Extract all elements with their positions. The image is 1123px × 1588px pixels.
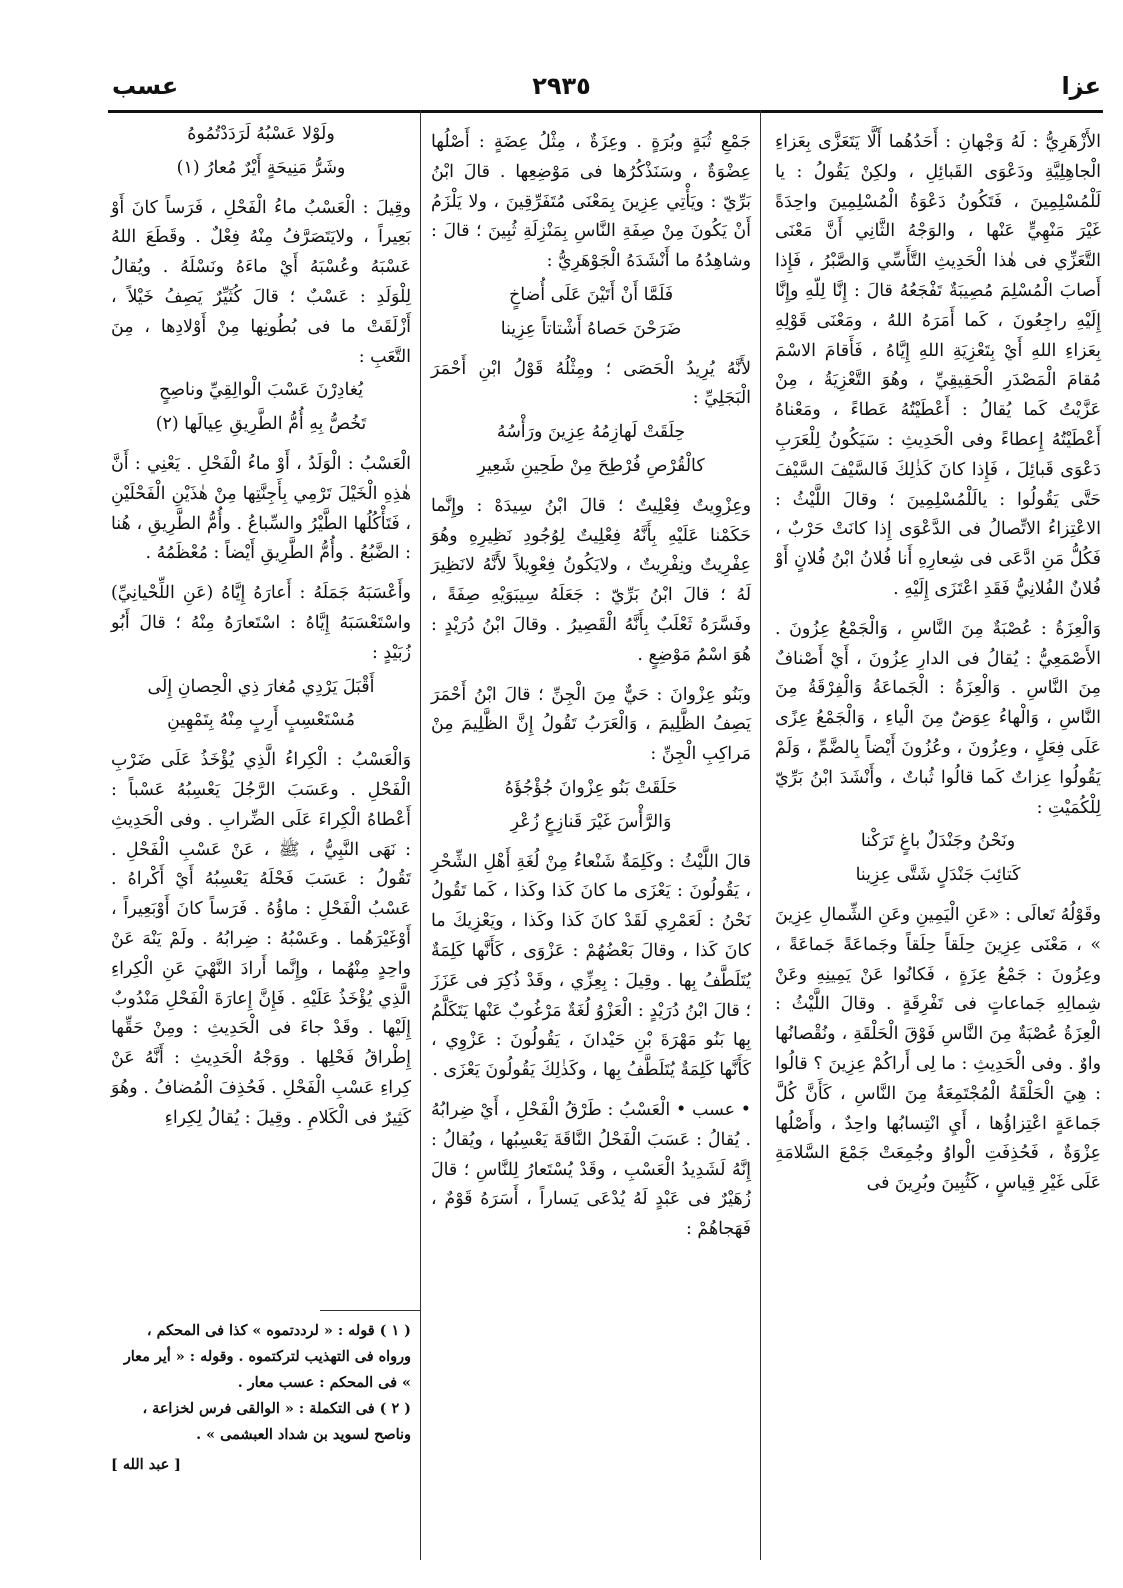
verse-line: ولَوْلا عَسْبُهُ لَرَدَدْتُمُوهُ xyxy=(187,124,335,144)
entry-paragraph: • عسب • الْعَسْبُ : طَرْقُ الْفَحْلِ ، أَيْ ضِرابُهُ . يُقالُ : عَسَبَ الْفَحْلُ النَّاقَةَ يَعْسِبُها ، ويُقالُ : إِنَّهُ لَشَدِيدُ الْعَسْبِ ، وقَدْ يُسْتَعارُ لِلنَّاسِ ؛ قالَ زُهَيْرٌ فى عَبْدٍ لَهُ يُدْعَى يَساراً ، أَسَرَهُ قَوْمٌ ، فَهَجاهُمْ : xyxy=(431,1099,751,1240)
page-number: ٢٩٣٥ xyxy=(532,72,591,100)
column-divider xyxy=(420,110,421,1560)
header-right-word: عزا xyxy=(1061,72,1101,100)
footnotes xyxy=(111,1318,411,1478)
column-divider xyxy=(760,110,761,1560)
entry-paragraph: وقِيلَ : الْعَسْبُ ماءُ الْفَحْلِ ، فَرَساً كانَ أَوْ بَعِيراً ، ولايَتَصَرَّفُ مِنْهُ فِعْلٌ . وقَطَعَ اللهُ عَسْبَهُ وعُسْبَهُ أَيْ ماءَهُ ونَسْلَهُ . ويُقالُ لِلْوَلَدِ : عَسْبٌ ؛ قالَ كُثَيِّرٌ يَصِفُ خَيْلاً ، أَزْلَقَتْ ما فى بُطُونِها مِنْ أَوْلادِها ، مِنَ التَّعَبِ : xyxy=(111,197,411,367)
entry-paragraph: وبَنُو عِزْوانَ : حَيٌّ مِنَ الْجِنِّ ؛ قالَ ابْنُ أَحْمَرَ يَصِفُ الظَّلِيمَ ، وَالْعَرَبُ تَقُولُ إِنَّ الظَّلِيمَ مِنْ مَراكِبِ الْجِنِّ : xyxy=(431,684,751,765)
entry-paragraph: وأَعْسَبَهُ جَمَلَهُ : أَعارَهُ إِيَّاهُ (عَنِ اللِّحْيانِيِّ) واسْتَعْسَبَهُ إِيَّاهُ : اسْتَعارَهُ مِنْهُ ؛ قالَ أَبُو زُبَيْدٍ : xyxy=(111,583,411,663)
header-left-word: عسب xyxy=(112,72,179,100)
entry-paragraph: وَالْعَسْبُ : الْكِراءُ الَّذِي يُؤْخَذُ عَلَى ضَرْبِ الْفَحْلِ . وعَسَبَ الرَّجُلَ يَعْسِبُهُ عَسْباً : أَعْطاهُ الْكِراءَ عَلَى الضِّرابِ . وفى الْحَدِيثِ : نَهَى النَّبِيُّ ، ﷺ ، عَنْ عَسْبِ الْفَحْلِ . تَقُولُ : عَسَبَ فَحْلَهُ يَعْسِبُهُ أَيْ أَكْراهُ . عَسْبُ الْفَحْلِ : ماؤُهُ . فَرَساً كانَ أَوْبَعِيراً ، أَوْغَيْرَهُما . وعَسْبُهُ : ضِرابُهُ . ولَمْ يَنْهَ عَنْ واحِدٍ مِنْهُما ، وإِنَّما أَرادَ النَّهْيَ عَنِ الْكِراءِ الَّذِي يُؤْخَذُ عَلَيْهِ . فَإِنَّ إِعارَةَ الْفَحْلِ مَنْدُوبٌ إِلَيْها . وقَدْ جاءَ فى الْحَدِيثِ : ومِنْ حَقِّها إِطْراقُ فَحْلِها . ووَجْهُ الْحَدِيثِ : أَنَّهُ عَنْ كِراءِ عَسْبِ الْفَحْلِ . فَحُذِفَ الْمُضافُ . وهُوَ كَثِيرٌ فى الْكَلامِ . وقِيلَ : يُقالُ لِكِراءِ xyxy=(111,750,411,1128)
verse-line: مُسْتَعْسِبٍ أَرِبٍ مِنْهُ بِتَمْهِينِ xyxy=(167,710,355,731)
column-right xyxy=(775,118,1101,1203)
entry-paragraph: لأَنَّهُ يُرِيدُ الْحَصَى ؛ ومِثْلُهُ قَوْلُ ابْنِ أَحْمَرَ الْبَجَلِيِّ : xyxy=(431,358,751,409)
verse-line: أَقْبَلَ يَرْدِي مُغارَ ذِي الْحِصانِ إِلَى xyxy=(147,676,375,697)
entry-paragraph: قالَ اللَّيْثُ : وكَلِمَةٌ شَنْعاءُ مِنْ لُغَةِ أَهْلِ الشِّحْرِ ، يَقُولُونَ : يَعْزَى ما كانَ كَذا وكَذا ، كَما تَقُولُ نَحْنُ : لَعَمْرِي لَقَدْ كانَ كَذا وكَذا ، ويَعْزِيكَ ما كانَ كَذا ، وقالَ بَعْضُهُمْ : عَزْوَى ، كَأَنَّها كَلِمَةٌ يُتَلَطَّفُ بِها . وقِيلَ : بِعِزِّي ، وقَدْ ذُكِرَ فى عَزَزَ ؛ قالَ ابْنُ دُرَيْدٍ : الْعَزْوُ لُغَةٌ مَرْغُوبٌ عَنْها يَتَكَلَّمُ بِها بَنُو مَهْرَةَ بْنِ حَيْدانَ ، يَقُولُونَ : عَزْوِي ، كَأَنَّها كَلِمَةٌ يُتَلَطَّفُ بِها ، وكَذٰلِكَ يَقُولُونَ يَعْزَى . xyxy=(431,851,751,1081)
entry-paragraph: الأَزْهَرِيُّ : لَهُ وَجْهانِ : أَحَدُهُما أَلَّا يَتَعَزَّى بِعَزاءِ الْجاهِلِيَّةِ ودَعْوَى القَبائِلِ ، ولكِنْ يَقُولُ : يا لَلْمُسْلِمِينَ ، فَتَكُونُ دَعْوَةُ الْمُسْلِمِينَ واحِدَةً غَيْرَ مَنْهِيٍّ عَنْها ، والوَجْهُ الثَّانِي أَنَّ مَعْنَى التَّعَزِّي فى هٰذا الْحَدِيثِ التَّأَسِّي وَالصَّبْرُ ، فَإِذا أَصابَ الْمُسْلِمَ مُصِيبَةٌ تَفْجَعُهُ قالَ : إِنَّا لِلّهِ وإِنَّا إِلَيْهِ راجِعُونَ ، كَما أَمَرَهُ اللهُ ، ومَعْنَى قَوْلِهِ بِعَزاءِ اللهِ أَيْ بِتَعْزِيَةِ اللهِ إِيَّاهُ ، فَأَقامَ الاسْمَ مُقامَ الْمَصْدَرِ الْحَقِيقِيِّ ، وهُوَ التَّعْزِيَةُ ، مِنْ عَزَّيْتُ كَما يُقالُ : أَعْطَيْتُهُ عَطاءً ، ومَعْناهُ أَعْطَيْتُهُ إِعطاءً وفى الْحَدِيثِ : سَيَكُونُ لِلْعَرَبِ دَعْوَى قَبائِلَ ، فَإِذا كانَ كَذٰلِكَ فَالسَّيْفَ السَّيْفَ حَتَّى يَقُولُوا : يالَلْمُسْلِمِينَ ؛ وقالَ اللَّيْثُ : الاعْتِزاءُ الاتِّصالُ فى الدَّعْوَى إِذا كانَتْ حَرْبٌ ، فَكُلُّ مَنِ ادَّعَى فى شِعارِهِ أَنا فُلانُ ابْنُ فُلانٍ أَوْ فُلانٌ الفُلانِيُّ فَقَدِ اعْتَزَى إِلَيْهِ . xyxy=(775,132,1101,599)
entry-paragraph: جَمْعِ ثُبَةٍ وبُرَةٍ . وعِزَةٌ ، مِثْلُ عِضَةٍ : أَصْلُها عِضْوَةٌ ، وسَنَذْكُرُها فى مَوْضِعِها . قالَ ابْنُ بَرِّيّ : ويَأْتِي عِزِينَ بِمَعْنَى مُتَفَرِّقِينَ ، ولا يَلْزَمُ أَنْ يَكُونَ مِنْ صِفَةِ النَّاسِ بِمَنْزِلَةِ ثُبِينَ ؛ قالَ : وشاهِدُهُ ما أَنْشَدَهُ الْجَوْهَرِيُّ : xyxy=(431,132,751,272)
entry-paragraph: وعِزْوِيتٌ فِعْلِيتٌ ؛ قالَ ابْنُ سِيدَهْ : وإِنَّما حَكَمْنا عَلَيْهِ بِأَنَّهُ فِعْلِيتٌ لِوُجُودِ نَظِيرِهِ وهُوَ عِفْرِيتٌ ونِفْرِيتٌ ، ولايَكُونُ فِعْوِيلاً لأَنَّهُ لانَظِيرَ لَهُ ؛ قالَ ابْنُ بَرِّيّ : جَعَلَهُ سِيبَوَيْهِ صِفَةً ، وفَسَّرَهُ ثَعْلَبٌ بِأَنَّهُ الْقَصِيرُ . وقالَ ابْنُ دُرَيْدٍ : هُوَ اسْمُ مَوْضِعٍ . xyxy=(431,495,751,665)
column-middle xyxy=(431,118,751,1249)
verse-line: فَلَمَّا أَنْ أَتَيْنَ عَلَى أُضاخٍ xyxy=(508,284,674,305)
column-left xyxy=(111,118,411,1138)
verse-line: تَخُصُّ بِهِ أُمُّ الطَّرِيقِ عِيالَها (٢) xyxy=(155,414,367,435)
footnote: ( ٢ ) فى التكملة : « الوالقى فرس لخزاعة ، وناصح لسويد بن شداد العبشمى » . xyxy=(142,1400,411,1443)
verse-line: كالْقُرْصِ فُرْطِحَ مِنْ طَحِينِ شَعِيرِ xyxy=(477,455,705,476)
entry-paragraph: وَالْعِزَةُ : عُصْبَةٌ مِنَ النَّاسِ ، وَالْجَمْعُ عِزُونَ . الأَصْمَعِيُّ : يُقالُ فى الدارِ عِزُونَ ، أَيْ أَصْنافٌ مِنَ النَّاسِ . وَالْعِزَةُ : الْجَماعَةُ وَالْفِرْقَةُ مِنَ النَّاسِ ، وَالْهاءُ عِوَضٌ مِنَ الْياءِ ، وَالْجَمْعُ عِزًى عَلَى فِعَلٍ ، وعِزُونَ ، وعُزُونَ أَيْضاً بِالضَّمِّ ، وَلَمْ يَقُولُوا عِزاتٌ كَما قالُوا ثُباتٌ ، وأَنْشَدَ ابْنُ بَرِّيّ لِلْكُمَيْتِ : xyxy=(775,618,1101,818)
verse-line: حَلَقَتْ بَنُو عِزْوانَ جُؤْجُؤَهُ xyxy=(504,777,678,798)
entry-paragraph: وقَوْلُهُ تَعالَى : «عَنِ الْيَمِينِ وعَنِ الشِّمالِ عِزِينَ » ، مَعْنَى عِزِينَ حِلَقاً حِلَقاً وجَماعَةً جَماعَةً ، وعِزُونَ : جَمْعُ عِزَةٍ ، فَكانُوا عَنْ يَمِينِهِ وعَنْ شِمالِهِ جَماعاتٍ فى تَفْرِقَةٍ . وقالَ اللَّيْثُ : الْعِزَةُ عُصْبَةٌ مِنَ النَّاسِ فَوْقَ الْحَلْقَةِ ، ونُقْصانُها واوٌ . وفى الْحَدِيثِ : ما لِى أَراكُمْ عِزِينَ ؟ قالُوا : هِيَ الْحَلْقَةُ الْمُجْتَمِعَةُ مِنَ النَّاسِ ، كَأَنَّ كُلَّ جَماعَةٍ اعْتِزاؤُها ، أَيِ انْتِسابُها واحِدٌ ، وأَصْلُها عِزْوَةٌ ، فَحُذِفَتِ الْواوُ وجُمِعَتْ جَمْعَ السَّلامَةِ عَلَى غَيْرِ قِياسٍ ، كَثُبِينَ وبُرِينَ فى xyxy=(775,904,1101,1194)
verse-line: وشَرُّ مَنِيحَةٍ أَيْرٌ مُعارُ (١) xyxy=(176,157,346,178)
verse-line: ونَحْنُ وجَنْدَلٌ باغٍ تَرَكْنا xyxy=(860,831,1016,852)
header-rule xyxy=(108,110,1103,113)
signature: [ عبد الله ] xyxy=(111,1456,181,1473)
footnote-rule xyxy=(320,1310,420,1311)
verse-line: يُغادِرْنَ عَسْبَ الْوالِقِيِّ وناصِحٍ xyxy=(158,380,364,401)
verse-line: ضَرَحْنَ حَصاهُ أَشْتاتاً عِزِينا xyxy=(500,318,682,339)
footnote: ( ١ ) قوله : « لرددتموه » كذا فى المحكم ، ورواه فى التهذيب لتركتموه . وقوله : « أير معار » فى المحكم : عسب معار . xyxy=(123,1322,411,1391)
verse-line: وَالرَّأْسَ غَيْرَ قَنازِعٍ زُعْرِ xyxy=(510,811,672,832)
entry-paragraph: الْعَسْبُ : الْوَلَدُ ، أَوْ ماءُ الْفَحْلِ . يَعْنِي : أَنَّ هٰذِهِ الْخَيْلَ تَرْمِي بِأَجِنَّتِها مِنْ هٰذَيْنِ الْفَحْلَيْنِ ، فَتَأْكُلُها الطَّيْرُ والسِّباعُ . وأُمُّ الطَّرِيقِ ، هُنا : الضَّبُعُ . وأُمُّ الطَّرِيقِ أَيْضاً : مُعْظَمُهُ . xyxy=(111,453,411,564)
verse-line: حِلَقَتْ لَهازِمُهُ عِزِينَ ورَأْسُهُ xyxy=(496,422,686,443)
verse-line: كَتائِبَ جَنْدَلٍ شَتَّى عِزِينا xyxy=(855,865,1021,886)
